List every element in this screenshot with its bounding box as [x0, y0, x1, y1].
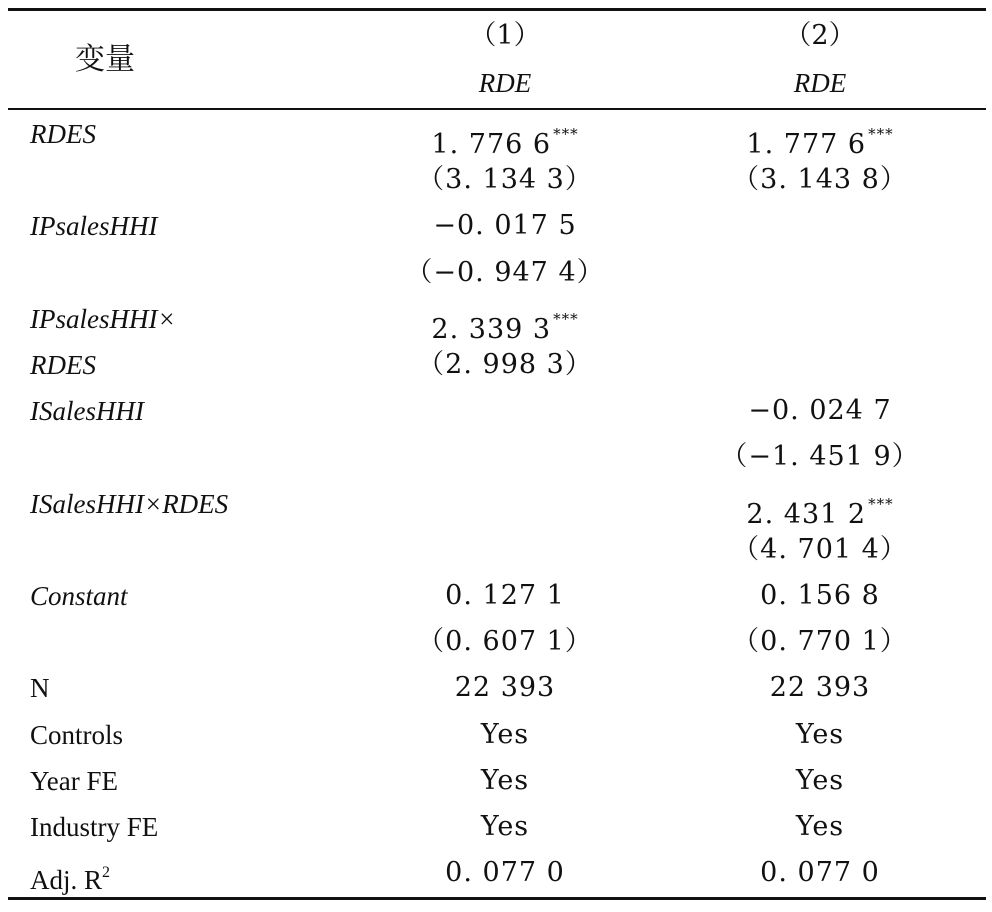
cell-value: Yes	[795, 811, 845, 842]
col2-value	[670, 160, 970, 200]
cell-value: （−0. 947 4）	[405, 256, 605, 288]
row-variable-label	[30, 345, 96, 385]
significance-stars: ***	[868, 125, 894, 143]
variable-name: RDES	[30, 350, 96, 380]
row-variable-label	[30, 853, 111, 896]
variable-name: IPsalesHHI×	[30, 303, 176, 334]
cell-value: 0. 156 8	[760, 580, 880, 611]
col2-value	[670, 484, 970, 530]
variable-name: ISalesHHI×RDES	[30, 488, 229, 519]
row-variable-label	[30, 206, 157, 246]
cell-value: （−1. 451 9）	[720, 441, 920, 473]
row-variable-label	[30, 715, 123, 755]
col2-value	[670, 530, 970, 570]
cell-value: 0. 077 0	[760, 857, 880, 889]
col2-value	[670, 622, 970, 662]
col1-value	[360, 345, 650, 385]
col1-value	[360, 299, 650, 345]
row-variable-label	[30, 484, 228, 524]
col1-value	[360, 253, 650, 293]
variable-name: Year FE	[30, 765, 119, 796]
col1-value	[360, 576, 650, 616]
cell-value: （0. 607 1）	[417, 626, 593, 658]
cell-value: 0. 077 0	[445, 857, 565, 889]
significance-stars: ***	[553, 125, 579, 143]
cell-value: −0. 024 7	[748, 395, 892, 427]
variable-name: ISalesHHI	[30, 396, 144, 427]
header-col1-dependent-var: RDE	[478, 68, 532, 98]
cell-value: （0. 770 1）	[732, 626, 908, 658]
col2-value	[670, 668, 970, 708]
cell-value: （3. 134 3）	[417, 164, 593, 196]
col2-value	[670, 114, 970, 160]
row-variable-label	[30, 391, 144, 431]
header-col2-dependent-var: RDE	[793, 68, 847, 98]
variable-name: Controls	[30, 719, 124, 750]
col1-value	[360, 853, 650, 893]
cell-value: 1. 776 6	[431, 129, 552, 160]
col2-value	[670, 807, 970, 847]
variable-name: IPsalesHHI	[30, 211, 158, 242]
cell-value: 22 393	[769, 672, 871, 704]
col1-value	[360, 622, 650, 662]
row-variable-label	[30, 761, 118, 801]
table-header-rule	[8, 108, 986, 110]
row-variable-label	[30, 576, 128, 616]
row-variable-label	[30, 114, 96, 154]
cell-value: （3. 143 8）	[732, 164, 908, 196]
header-variable-label: 变量	[75, 42, 135, 77]
col2-value	[670, 437, 970, 477]
col2-value	[670, 761, 970, 801]
cell-value: −0. 017 5	[433, 210, 577, 242]
col1-value	[360, 206, 650, 246]
table-top-rule	[8, 8, 986, 11]
row-variable-label	[30, 299, 176, 339]
col2-value	[670, 853, 970, 893]
cell-value: 22 393	[454, 672, 556, 704]
variable-name: N	[30, 673, 50, 704]
col1-value	[360, 715, 650, 755]
col1-value	[360, 160, 650, 200]
cell-value: （2. 998 3）	[417, 349, 593, 380]
significance-stars: ***	[553, 309, 579, 328]
variable-superscript: 2	[102, 864, 111, 882]
col2-value	[670, 576, 970, 616]
variable-name: Adj. R	[30, 865, 103, 896]
col2-value	[670, 391, 970, 431]
cell-value: Yes	[795, 764, 845, 796]
significance-stars: ***	[868, 494, 894, 513]
col1-value	[360, 668, 650, 708]
row-variable-label	[30, 807, 158, 847]
col1-value	[360, 114, 650, 160]
col1-value	[360, 807, 650, 847]
cell-value: Yes	[480, 764, 530, 796]
col2-value	[670, 715, 970, 755]
table-bottom-rule	[8, 897, 986, 900]
variable-name: RDES	[30, 119, 96, 149]
cell-value: （4. 701 4）	[732, 533, 908, 565]
cell-value: Yes	[480, 718, 530, 750]
variable-name: Industry FE	[30, 812, 159, 842]
cell-value: Yes	[795, 718, 845, 750]
header-col1-number: （1）	[469, 20, 541, 51]
cell-value: Yes	[480, 811, 530, 842]
cell-value: 2. 431 2	[746, 498, 867, 530]
variable-name: Constant	[30, 581, 128, 611]
header-col2-number: （2）	[784, 20, 856, 51]
col1-value	[360, 761, 650, 801]
cell-value: 1. 777 6	[746, 129, 867, 160]
cell-value: 0. 127 1	[445, 580, 565, 611]
cell-value: 2. 339 3	[431, 313, 552, 345]
row-variable-label	[30, 668, 50, 708]
